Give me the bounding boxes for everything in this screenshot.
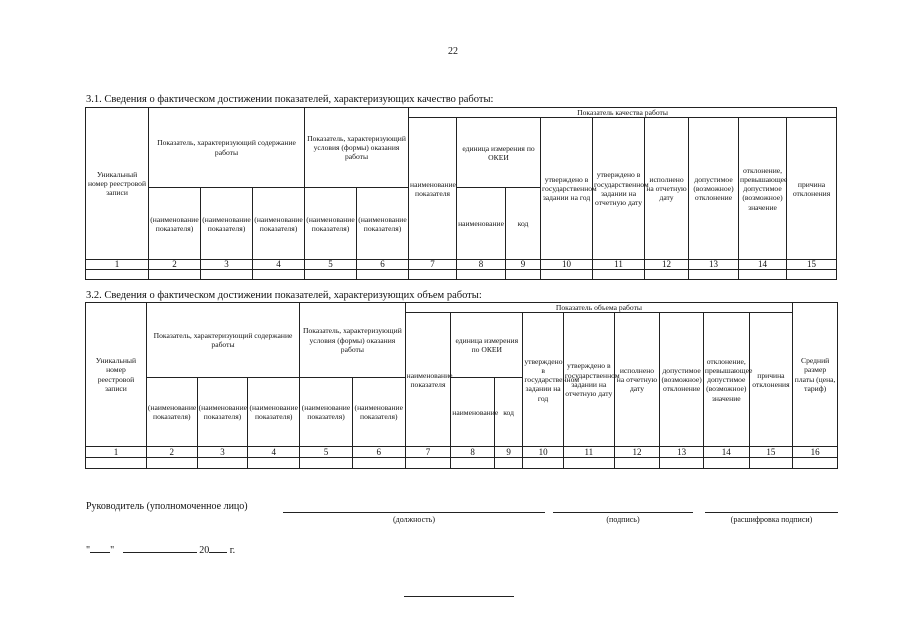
column-number: 14: [703, 447, 749, 458]
conditions-subheader-2: (наименование показателя): [352, 378, 405, 447]
column-number: 8: [451, 447, 495, 458]
year-suffix: г.: [229, 545, 236, 556]
page-number: 22: [448, 46, 458, 57]
allowed-deviation-header: допустимое (возможное) отклонение: [689, 118, 739, 260]
unit-name-header: наименование: [457, 188, 506, 260]
column-number: 15: [749, 447, 793, 458]
conditions-subheader-1: (наименование показателя): [305, 188, 357, 260]
unit-code-header: код: [506, 188, 541, 260]
volume-indicator-header: Показатель объема работы: [405, 303, 793, 313]
content-subheader-1: (наименование показателя): [146, 378, 197, 447]
section-3-2-title: 3.2. Сведения о фактическом достижении показателей, характеризующих объем работы:: [86, 290, 482, 301]
unit-name-header: наименование: [451, 378, 495, 447]
content-indicator-header: Показатель, характеризующий содержание работы: [146, 303, 299, 378]
column-number: 6: [352, 447, 405, 458]
exceed-deviation-header: отклонение, превышающее допустимое (возможное) значение: [703, 313, 749, 447]
unit-code-header: код: [494, 378, 522, 447]
quote-close: ": [110, 545, 115, 556]
quote-open: ": [86, 545, 91, 556]
section-3-1-title: 3.1. Сведения о фактическом достижении показателей, характеризующих качество работы:: [86, 94, 494, 105]
month-field[interactable]: [123, 543, 197, 553]
approved-period-header: утверждено в государственном задании на отчетную дату: [563, 313, 614, 447]
table-row: [86, 458, 838, 469]
unit-header: единица измерения по ОКЕИ: [457, 118, 541, 188]
year-prefix: 20: [199, 545, 210, 556]
column-number: 3: [197, 447, 248, 458]
column-number: 2: [149, 260, 201, 270]
column-number: 5: [305, 260, 357, 270]
content-subheader-3: (наименование показателя): [248, 378, 300, 447]
decoding-caption: (расшифровка подписи): [730, 515, 813, 524]
column-number: 6: [357, 260, 409, 270]
date-row: [86, 543, 235, 556]
content-subheader-1: (наименование показателя): [149, 188, 201, 260]
column-number: 4: [253, 260, 305, 270]
content-subheader-3: (наименование показателя): [253, 188, 305, 260]
column-number: 3: [201, 260, 253, 270]
day-field[interactable]: [90, 543, 110, 553]
approved-year-header: утверждено в государственном задании на год: [541, 118, 593, 260]
volume-table: [85, 302, 838, 469]
deviation-reason-header: причина отклонения: [749, 313, 793, 447]
signature-caption: (подпись): [606, 515, 640, 524]
unique-number-header: Уникальный номер реестровой записи: [86, 303, 147, 447]
column-number: 11: [563, 447, 614, 458]
approved-year-header: утверждено в государственном задании на год: [523, 313, 564, 447]
column-number: 8: [457, 260, 506, 270]
executed-header: исполнено на отчетную дату: [645, 118, 689, 260]
conditions-subheader-2: (наименование показателя): [357, 188, 409, 260]
indicator-name-header: наименование показателя: [405, 313, 451, 447]
column-number: 11: [593, 260, 645, 270]
position-line[interactable]: [283, 512, 545, 513]
content-subheader-2: (наименование показателя): [201, 188, 253, 260]
year-field[interactable]: [209, 543, 227, 553]
executed-header: исполнено на отчетную дату: [614, 313, 660, 447]
signature-line[interactable]: [553, 512, 693, 513]
content-indicator-header: Показатель, характеризующий содержание работы: [149, 108, 305, 188]
column-number: 1: [86, 260, 149, 270]
column-number: 14: [739, 260, 787, 270]
position-caption: (должность): [393, 515, 435, 524]
quality-table: [85, 107, 837, 280]
column-number: 13: [660, 447, 704, 458]
column-number: 1: [86, 447, 147, 458]
unique-number-header: Уникальный номер реестровой записи: [86, 108, 149, 260]
column-number: 16: [793, 447, 838, 458]
signature-label: Руководитель (уполномоченное лицо): [86, 501, 248, 512]
column-number: 10: [541, 260, 593, 270]
decoding-line[interactable]: [705, 512, 838, 513]
conditions-indicator-header: Показатель, характеризующий условия (формы) оказания работы: [300, 303, 406, 378]
column-number: 10: [523, 447, 564, 458]
conditions-subheader-1: (наименование показателя): [300, 378, 353, 447]
column-number: 12: [645, 260, 689, 270]
approved-period-header: утверждено в государственном задании на отчетную дату: [593, 118, 645, 260]
allowed-deviation-header: допустимое (возможное) отклонение: [660, 313, 704, 447]
column-number: 9: [506, 260, 541, 270]
avg-payment-header: Средний размер платы (цена, тариф): [793, 303, 838, 447]
column-number: 12: [614, 447, 660, 458]
column-number: 5: [300, 447, 353, 458]
column-number: 13: [689, 260, 739, 270]
quality-indicator-header: Показатель качества работы: [409, 108, 837, 118]
column-number: 7: [409, 260, 457, 270]
footnote-separator: [404, 596, 514, 597]
column-number: 9: [494, 447, 522, 458]
column-number: 7: [405, 447, 451, 458]
table-row: [86, 270, 837, 280]
column-number: 15: [787, 260, 837, 270]
indicator-name-header: наименование показателя: [409, 118, 457, 260]
unit-header: единица измерения по ОКЕИ: [451, 313, 523, 378]
conditions-indicator-header: Показатель, характеризующий условия (формы) оказания работы: [305, 108, 409, 188]
exceed-deviation-header: отклонение, превышающее допустимое (возможное) значение: [739, 118, 787, 260]
column-number: 2: [146, 447, 197, 458]
deviation-reason-header: причина отклонения: [787, 118, 837, 260]
content-subheader-2: (наименование показателя): [197, 378, 248, 447]
column-number: 4: [248, 447, 300, 458]
